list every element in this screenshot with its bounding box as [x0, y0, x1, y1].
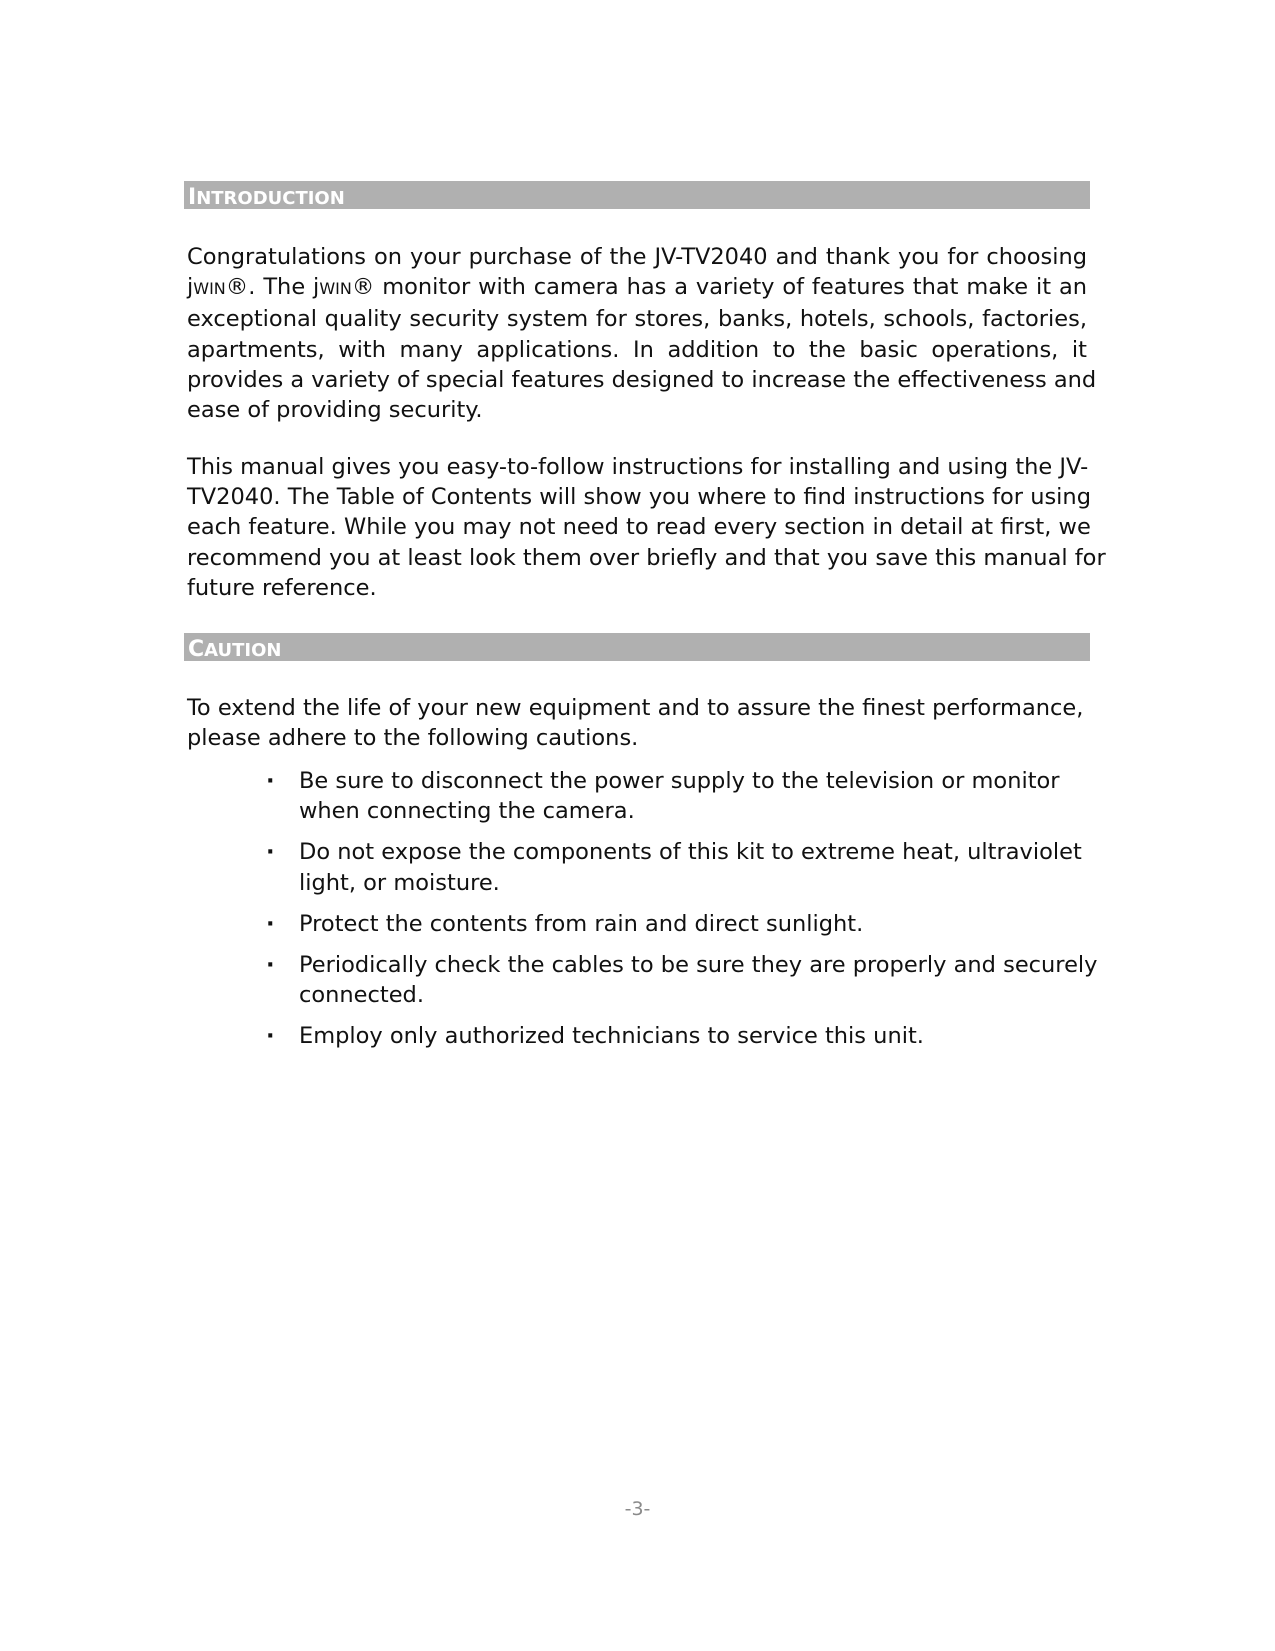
brand-registered-mark-2: ® [351, 274, 375, 301]
paragraph-line: provides a variety of special features designed to increase the effectiveness and [187, 366, 1097, 393]
list-item [262, 837, 1112, 897]
list-item [262, 909, 1112, 939]
paragraph-line: TV2040. The Table of Contents will show you where to find instructions for using [187, 484, 1091, 511]
caution-heading [184, 633, 1090, 661]
paragraph-line: This manual gives you easy-to-follow instructions for installing and using the JV- [187, 454, 1089, 480]
list-item [262, 1021, 1112, 1051]
paragraph-line: ease of providing security. [187, 397, 483, 424]
brand-j-2: j [313, 274, 320, 301]
list-item-text: Do not expose the components of this kit to extreme heat, ultraviolet light, or moisture. [299, 839, 1082, 896]
page-number: -3- [624, 1498, 651, 1520]
caution-heading-initial: C [188, 637, 205, 662]
paragraph-line: future reference. [187, 574, 377, 601]
caution-paragraph [187, 693, 1087, 753]
introduction-heading-rest: NTRODUCTION [196, 188, 345, 209]
introduction-paragraph-2 [187, 452, 1106, 603]
paragraph-line: apartments, with many applications. In addition to the basic operations, it [187, 336, 1087, 363]
brand-registered-mark: ® [225, 274, 249, 301]
introduction-heading [184, 181, 1090, 209]
paragraph-line-brand [187, 272, 1087, 304]
paragraph-line: please adhere to the following cautions. [187, 725, 639, 752]
bullet-dot-icon: · [266, 952, 275, 979]
list-item [262, 950, 1112, 1010]
bullet-dot-icon: · [266, 839, 275, 866]
caution-list [262, 766, 1112, 1063]
introduction-heading-initial: I [188, 185, 197, 210]
bullet-dot-icon: · [266, 910, 275, 937]
paragraph-line-rest: monitor with camera has a variety of features that make it an [382, 274, 1087, 301]
caution-heading-rest: AUTION [204, 640, 282, 661]
introduction-paragraph-1 [187, 242, 1097, 425]
paragraph-line: recommend you at least look them over briefly and that you save this manual for [187, 544, 1106, 571]
bullet-dot-icon: · [266, 768, 275, 794]
brand-sentence-joiner: . The [248, 274, 314, 301]
list-item-text: Protect the contents from rain and direct sunlight. [299, 910, 864, 937]
list-item [262, 766, 1112, 826]
list-item-text: Employ only authorized technicians to service this unit. [299, 1023, 924, 1050]
list-item-text: Be sure to disconnect the power supply to the television or monitor when connecting the camera. [299, 768, 1060, 825]
brand-j: j [187, 274, 194, 301]
bullet-dot-icon: · [266, 1023, 275, 1050]
paragraph-line: each feature. While you may not need to read every section in detail at first, we [187, 514, 1091, 541]
paragraph-line: Congratulations on your purchase of the JV-TV2040 and thank you for choosing [187, 244, 1087, 270]
list-item-text: Periodically check the cables to be sure they are properly and securely connected. [299, 952, 1098, 1009]
paragraph-line: To extend the life of your new equipment and to assure the finest performance, [187, 695, 1084, 721]
paragraph-line: exceptional quality security system for stores, banks, hotels, schools, factories, [187, 306, 1087, 333]
brand-win-2: WIN [319, 279, 352, 299]
brand-win: WIN [193, 279, 226, 299]
